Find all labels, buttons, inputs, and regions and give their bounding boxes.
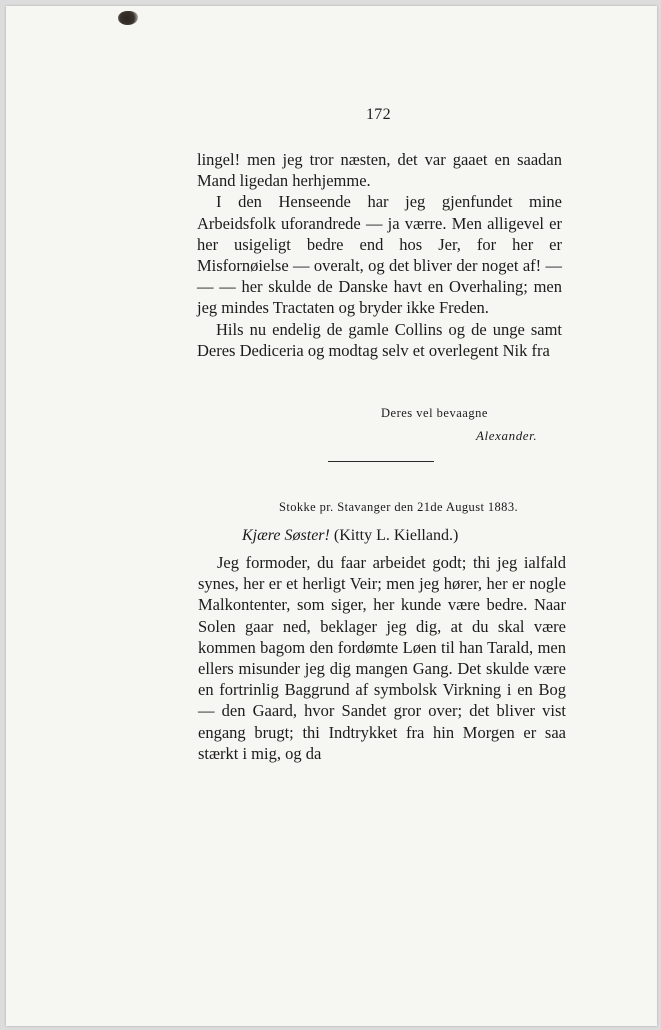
ink-stain <box>118 11 138 25</box>
letter1-paragraph-1: lingel! men jeg tror næsten, det var gaaet en saadan Mand ligedan herhjemme. <box>197 150 562 191</box>
letter1-signature: Alexander. <box>476 428 538 443</box>
letter2-salutation <box>242 527 458 545</box>
letter1-paragraph-3: Hils nu endelig de gamle Collins og de unge samt Deres Dediceria og modtag selv et overlegent Nik fra <box>197 319 562 360</box>
letter2-greeting: Kjære Søster! <box>242 527 330 544</box>
letter1-body <box>197 149 562 361</box>
letter1-paragraph-2: I den Henseende har jeg gjenfundet mine Arbeidsfolk uforandrede — ja værre. Men alligevel er her usigeligt bedre end hos Jer, for her er Misfornøielse — overalt, og det bliver der noget af! — — — her skulde de Danske havt en Overhaling; men jeg mindes Tractaten og bryder ikke Freden. <box>197 192 562 318</box>
letter2-recipient: (Kitty L. Kielland.) <box>333 527 459 544</box>
page-number: 172 <box>366 106 391 123</box>
letter1-closing: Deres vel bevaagne <box>381 406 488 420</box>
letter2-paragraph-1: Jeg formoder, du faar arbeidet godt; thi jeg ialfald synes, her er et herligt Veir; men jeg hører, her er nogle Malkontenter, som siger, her kunde være bedre. Naar Solen gaar ned, beklager jeg dig, at du skal være kommen bagom den fordømte Løen til han Tarald, men ellers misunder jeg dig mangen Gang. Det skulde være en fortrinlig Baggrund af symbolsk Virkning i en Bog — den Gaard, hvor Sandet gror over; det bliver vist engang brugt; thi Indtrykket fra hin Morgen er saa stærkt i mig, og da <box>198 553 566 763</box>
book-page <box>6 6 657 1026</box>
section-divider <box>328 461 434 462</box>
letter2-body <box>198 552 566 764</box>
letter2-dateline: Stokke pr. Stavanger den 21de August 1883. <box>279 500 518 514</box>
